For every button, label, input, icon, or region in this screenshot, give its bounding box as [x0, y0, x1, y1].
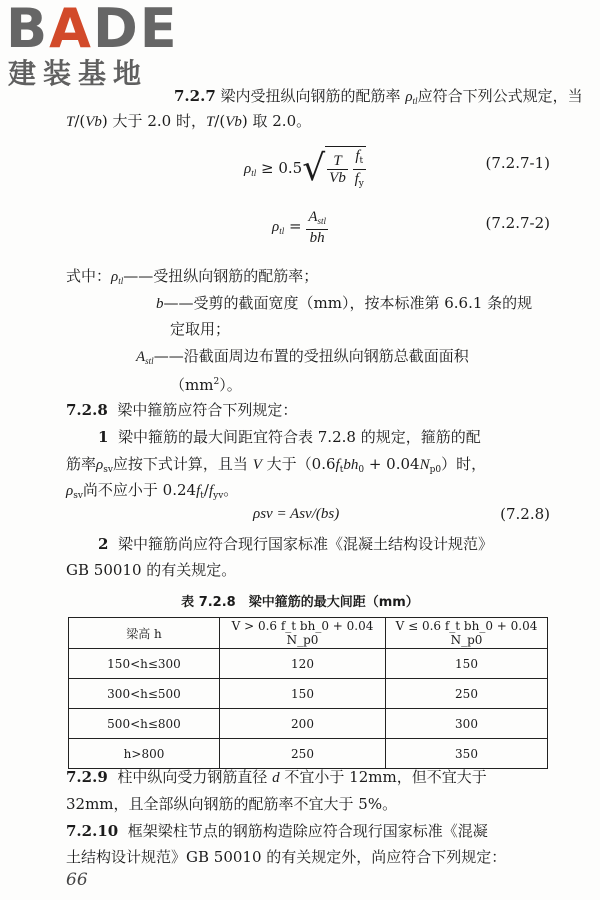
- table-cell: 150<h≤300: [69, 649, 220, 679]
- spacing-table: [68, 617, 548, 769]
- table-cell: 120: [220, 649, 386, 679]
- clause-7-2-9-line2: 32mm，且全部纵向钢筋的配筋率不宜大于 5%。: [66, 795, 398, 813]
- definition-astl-cont: $(mm^2)$。: [170, 376, 242, 394]
- table-cell: 500<h≤800: [69, 709, 220, 739]
- table-cell: 250: [220, 739, 386, 769]
- clause-7-2-8-item2-line2: GB 50010 的有关规定。: [66, 561, 237, 579]
- clause-7-2-8-item1-line1: 1 梁中箍筋的最大间距宜符合表 7.2.8 的规定，箍筋的配: [98, 428, 481, 446]
- table-cell: 300<h≤500: [69, 679, 220, 709]
- table-cell: 250: [386, 679, 548, 709]
- clause-7-2-9-line1: 7.2.9 柱中纵向受力钢筋直径 d 不宜小于 12mm，但不宜大于: [66, 768, 487, 786]
- table-header: V > 0.6 f_t bh_0 + 0.04 N_p0: [220, 618, 386, 649]
- clause-7-2-7-line2: T/(Vb) 大于 2.0 时，T/(Vb) 取 2.0。: [66, 112, 312, 130]
- clause-7-2-7-line1: 7.2.7 梁内受扭纵向钢筋的配筋率 $\rho_{tl}$应符合下列公式规定，当: [174, 87, 583, 106]
- table-cell: 150: [220, 679, 386, 709]
- equation-number-7-2-7-2: (7.2.7-2): [485, 214, 550, 232]
- clause-7-2-10-line1: 7.2.10 框架梁柱节点的钢筋构造除应符合现行国家标准《混凝: [66, 822, 488, 840]
- clause-7-2-8-item1-line2: 筋率$\rho_{sv}$应按下式计算，且当 V 大于$(0.6f_tbh_0 + 0.04N_{p0})$时，: [66, 455, 487, 475]
- table-cell: 150: [386, 649, 548, 679]
- table-cell: 200: [220, 709, 386, 739]
- definition-b: b——受剪的截面宽度（mm），按本标准第 6.6.1 条的规: [156, 294, 533, 312]
- page-number: 66: [66, 870, 88, 890]
- definition-astl: $A_{stl}——$沿截面周边布置的受扭纵向钢筋总截面面积: [136, 347, 469, 366]
- definition-rho-tl: 式中：$\rho_{tl}——$受扭纵向钢筋的配筋率；: [66, 267, 319, 286]
- clause-7-2-10-line2: 土结构设计规范》GB 50010 的有关规定外，尚应符合下列规定：: [66, 848, 507, 866]
- table-cell: 300: [386, 709, 548, 739]
- clause-7-2-8-item1-line3: $\rho_{sv}$尚不应小于 $0.24f_t/f_{yv}$。: [66, 481, 239, 501]
- equation-number-7-2-8: (7.2.8): [500, 505, 550, 523]
- logo: BADE: [6, 0, 179, 60]
- table-header-row: [69, 618, 548, 649]
- formula-7-2-7-2: $\rho_{tl}$ = $\frac{A_{stl}}{bh}$: [272, 209, 327, 246]
- table-caption: 表 7.2.8 梁中箍筋的最大间距（mm）: [181, 595, 419, 610]
- table-cell: 350: [386, 739, 548, 769]
- formula-7-2-7-1: $\rho_{tl} \ge 0.5√$ $\frac{T}{Vb}$ $\frac{f_t}{f_y}$: [244, 146, 366, 192]
- logo-subtitle: 建装基地: [8, 57, 149, 90]
- clause-7-2-8-item2-line1: 2 梁中箍筋尚应符合现行国家标准《混凝土结构设计规范》: [98, 535, 493, 553]
- table-header: V ≤ 0.6 f_t bh_0 + 0.04 N_p0: [386, 618, 548, 649]
- table-cell: h>800: [69, 739, 220, 769]
- table-row: [69, 709, 548, 739]
- equation-number-7-2-7-1: (7.2.7-1): [485, 154, 550, 172]
- table-row: [69, 649, 548, 679]
- table-row: [69, 679, 548, 709]
- table-header: 梁高 h: [69, 618, 220, 649]
- definition-b-cont: 定取用；: [170, 320, 231, 338]
- formula-7-2-8: ρsv = Asv/(bs): [253, 506, 340, 522]
- clause-7-2-8-title: 7.2.8 梁中箍筋应符合下列规定：: [66, 401, 298, 419]
